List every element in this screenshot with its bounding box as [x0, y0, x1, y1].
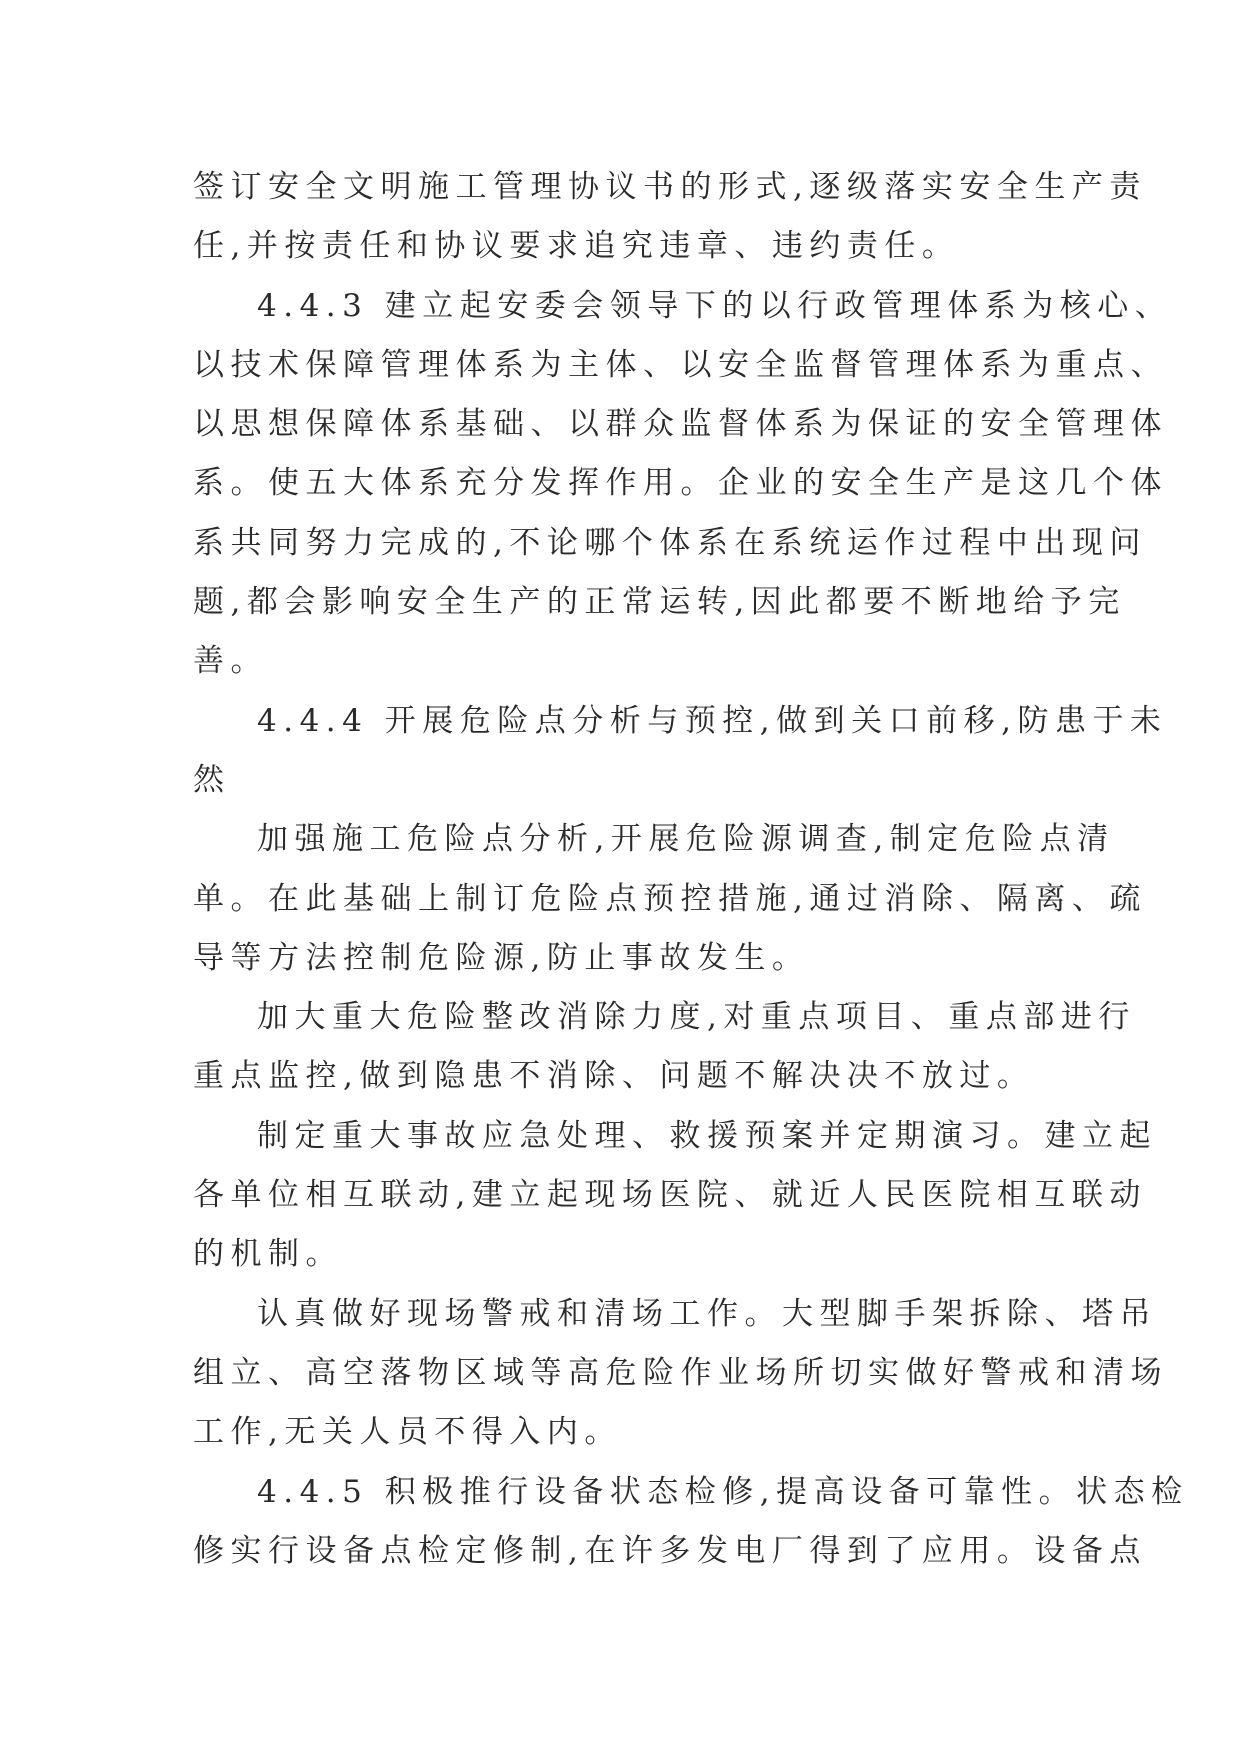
text-line: 加大重大危险整改消除力度,对重点项目、重点部进行: [257, 999, 1136, 1036]
text-line: 4.4.3 建立起安委会领导下的以行政管理体系为核心、: [257, 287, 1173, 324]
text-line: 加强施工危险点分析,开展危险源调查,制定危险点清: [257, 821, 1115, 858]
text-line: 修实行设备点检定修制,在许多发电厂得到了应用。设备点: [193, 1532, 1147, 1569]
text-line: 以技术保障管理体系为主体、以安全监督管理体系为重点、: [193, 346, 1168, 383]
text-line: 以思想保障体系基础、以群众监督体系为保证的安全管理体: [193, 406, 1168, 443]
text-line: 制定重大事故应急处理、救援预案并定期演习。建立起: [257, 1117, 1157, 1154]
text-line: 组立、高空落物区域等高危险作业场所切实做好警戒和清场: [193, 1354, 1168, 1391]
text-line: 善。: [193, 643, 268, 680]
text-line: 任,并按责任和协议要求追究违章、违约责任。: [193, 228, 960, 265]
text-line: 单。在此基础上制订危险点预控措施,通过消除、隔离、疏: [193, 880, 1147, 917]
text-line: 工作,无关人员不得入内。: [193, 1414, 622, 1451]
text-line: 认真做好现场警戒和清场工作。大型脚手架拆除、塔吊: [257, 1295, 1157, 1332]
text-line: 重点监控,做到隐患不消除、问题不解决决不放过。: [193, 1058, 1035, 1095]
text-line: 系共同努力完成的,不论哪个体系在系统运作过程中出现问: [193, 524, 1147, 561]
text-line: 的机制。: [193, 1236, 343, 1273]
text-line: 然: [193, 761, 231, 798]
text-line: 4.4.5 积极推行设备状态检修,提高设备可靠性。状态检: [257, 1473, 1189, 1510]
text-line: 系。使五大体系充分发挥作用。企业的安全生产是这几个体: [193, 465, 1168, 502]
text-line: 签订安全文明施工管理协议书的形式,逐级落实安全生产责: [193, 169, 1147, 205]
text-line: 导等方法控制危险源,防止事故发生。: [193, 939, 810, 976]
text-line: 各单位相互联动,建立起现场医院、就近人民医院相互联动: [193, 1177, 1147, 1214]
text-line: 题,都会影响安全生产的正常运转,因此都要不断地给予完: [193, 584, 1126, 621]
text-line: 4.4.4 开展危险点分析与预控,做到关口前移,防患于未: [257, 702, 1168, 739]
document-body: [193, 158, 1189, 1581]
